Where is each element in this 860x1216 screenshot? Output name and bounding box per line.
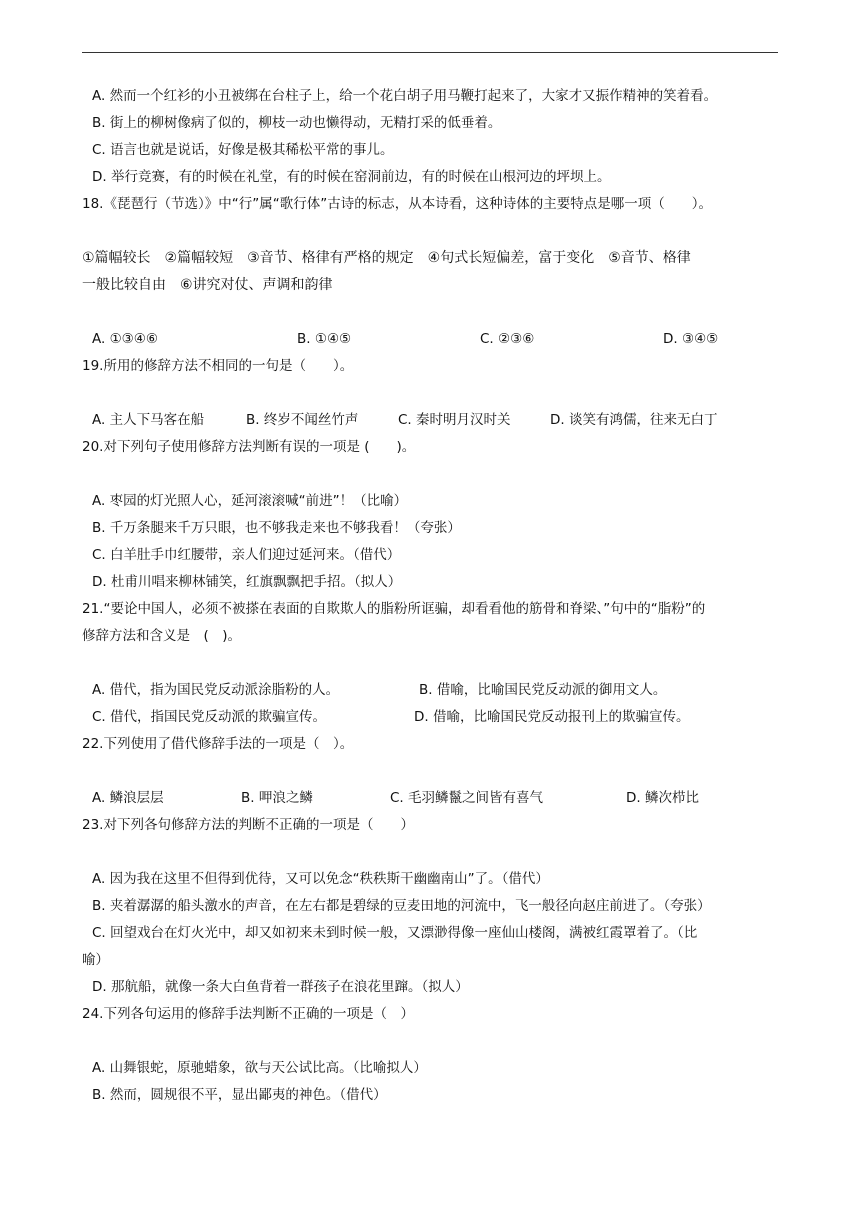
q18-option-b: B. ①④⑤ xyxy=(297,331,352,347)
q18-list-line1: ①篇幅较长 ②篇幅较短 ③音节、格律有严格的规定 ④句式长短偏差，富于变化 ⑤音节、格律 xyxy=(82,250,691,266)
q18-option-c: C. ②③⑥ xyxy=(480,331,535,347)
q23-option-c: C. 回望戏台在灯火光中，却又如初来未到时候一般，又漂渺得像一座仙山楼阁，满被红霞罩着了。（比 xyxy=(92,925,698,941)
q23-stem: 23.对下列各句修辞方法的判断不正确的一项是（ ） xyxy=(82,817,414,833)
q20-option-b: B. 千万条腿来千万只眼，也不够我走来也不够我看！（夸张） xyxy=(92,520,461,536)
q20-option-c: C. 白羊肚手巾红腰带，亲人们迎过延河来。（借代） xyxy=(92,547,401,563)
q19-option-a: A. 主人下马客在船 xyxy=(92,412,205,428)
q20-option-a: A. 枣园的灯光照人心，延河滚滚喊“前进”！（比喻） xyxy=(92,493,408,509)
q24-stem: 24.下列各句运用的修辞手法判断不正确的一项是（ ） xyxy=(82,1006,414,1022)
header-rule xyxy=(82,52,778,53)
q18-list-line2: 一般比较自由 ⑥讲究对仗、声调和韵律 xyxy=(82,277,333,293)
q22-option-b: B. 呷浪之鳞 xyxy=(241,790,313,806)
q18-stem: 18.《琵琶行（节选）》中“行”属“歌行体”古诗的标志，从本诗看，这种诗体的主要特点是哪一项（ ）。 xyxy=(82,196,712,212)
q19-option-b: B. 终岁不闻丝竹声 xyxy=(246,412,359,428)
q21-stem-line2: 修辞方法和含义是 ( )。 xyxy=(82,628,242,644)
q20-stem: 20.对下列句子使用修辞方法判断有误的一项是 ( )。 xyxy=(82,439,416,455)
q20-option-d: D. 杜甫川唱来柳林铺笑，红旗飘飘把手招。（拟人） xyxy=(92,574,402,590)
q17-option-b: B. 街上的柳树像病了似的，柳枝一动也懒得动，无精打采的低垂着。 xyxy=(92,115,502,131)
q21-option-a: A. 借代，指为国民党反动派涂脂粉的人。 xyxy=(92,682,340,698)
q21-option-b: B. 借喻，比喻国民党反动派的御用文人。 xyxy=(419,682,667,698)
q21-stem-line1: 21.“要论中国人，必须不被搽在表面的自欺欺人的脂粉所诓骗，却看看他的筋骨和脊梁、”句中的“脂粉”的 xyxy=(82,601,706,617)
q18-option-a: A. ①③④⑥ xyxy=(92,331,158,347)
q23-option-c-continued: 喻） xyxy=(82,952,109,968)
q24-option-a: A. 山舞银蛇，原驰蜡象，欲与天公试比高。（比喻拟人） xyxy=(92,1060,427,1076)
q19-option-d: D. 谈笑有鸿儒，往来无白丁 xyxy=(550,412,718,428)
q17-option-a: A. 然而一个红衫的小丑被绑在台柱子上，给一个花白胡子用马鞭打起来了，大家才又振作精神的笑着看。 xyxy=(92,88,718,104)
q21-option-d: D. 借喻，比喻国民党反动报刊上的欺骗宣传。 xyxy=(414,709,690,725)
q22-option-c: C. 毛羽鳞鬣之间皆有喜气 xyxy=(390,790,544,806)
q23-option-a: A. 因为我在这里不但得到优待，又可以免念“秩秩斯干幽幽南山”了。（借代） xyxy=(92,871,549,887)
q21-option-c: C. 借代，指国民党反动派的欺骗宣传。 xyxy=(92,709,327,725)
q23-option-d: D. 那航船，就像一条大白鱼背着一群孩子在浪花里蹿。（拟人） xyxy=(92,979,469,995)
q22-option-a: A. 鳞浪层层 xyxy=(92,790,164,806)
q22-option-d: D. 鳞次栉比 xyxy=(626,790,699,806)
q19-stem: 19.所用的修辞方法不相同的一句是（ ）。 xyxy=(82,358,354,374)
q18-option-d: D. ③④⑤ xyxy=(663,331,719,347)
q23-option-b: B. 夹着潺潺的船头激水的声音，在左右都是碧绿的豆麦田地的河流中，飞一般径向赵庄前进了。（夸张） xyxy=(92,898,711,914)
q24-option-b: B. 然而，圆规很不平，显出鄙夷的神色。（借代） xyxy=(92,1087,387,1103)
q17-option-d: D. 举行竞赛，有的时候在礼堂，有的时候在窑洞前边，有的时候在山根河边的坪坝上。 xyxy=(92,169,611,185)
q19-option-c: C. 秦时明月汉时关 xyxy=(398,412,511,428)
q17-option-c: C. 语言也就是说话，好像是极其稀松平常的事儿。 xyxy=(92,142,394,158)
q22-stem: 22.下列使用了借代修辞手法的一项是（ ）。 xyxy=(82,736,354,752)
